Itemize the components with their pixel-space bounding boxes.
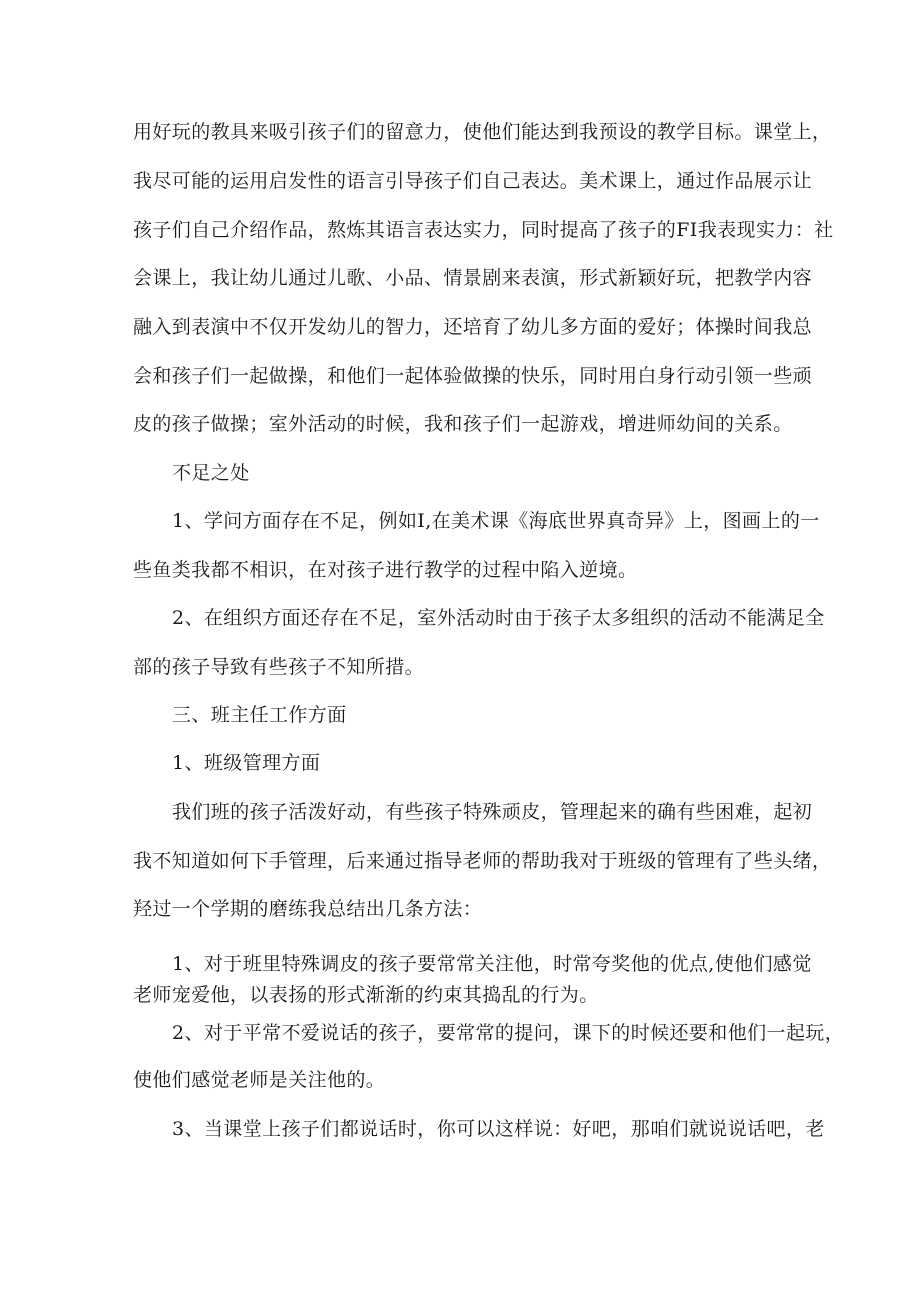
text-line-1: 用好玩的教具来吸引孩子们的留意力，使他们能达到我预设的教学目标。课堂上， — [133, 121, 832, 143]
text-line-10: 些鱼类我都不相识，在对孩子进行教学的过程中陷入逆境。 — [133, 559, 638, 581]
text-line-3: 孩子们自己介绍作品，熬炼其语言表达实力，同时提高了孩子的FI我表现实力：社 — [133, 219, 834, 241]
text-line-21: 使他们感觉老师是关注他的。 — [133, 1069, 386, 1091]
section-heading-shortcomings: 不足之处 — [172, 462, 250, 484]
section-heading-class-teacher: 三、班主任工作方面 — [172, 704, 347, 726]
text-line-16: 我不知道如何下手管理，后来通过指导老师的帮助我对于班级的管理有了些头绪， — [133, 850, 832, 872]
text-line-2: 我尽可能的运用启发性的语言引导孩子们自己表达。美术课上，通过作品展示让 — [133, 170, 813, 192]
text-line-15: 我们班的孩子活泼好动，有些孩子特殊顽皮，管理起来的确有些困难，起初 — [172, 801, 813, 823]
text-line-12: 部的孩子导致有些孩子不知所措。 — [133, 656, 425, 678]
text-line-5: 融入到表演中不仅开发幼儿的智力，还培育了幼儿多方面的爱好；体操时间我总 — [133, 316, 813, 338]
text-line-9: 1、学问方面存在不足，例如I,在美术课《海底世界真奇异》上，图画上的一 — [172, 510, 820, 532]
text-line-22: 3、当课堂上孩子们都说话时，你可以这样说：好吧，那咱们就说说话吧，老 — [172, 1118, 825, 1140]
text-line-7: 皮的孩子做操；室外活动的时候，我和孩子们一起游戏，增进师幼间的关系。 — [133, 413, 793, 435]
subsection-heading-class-management: 1、班级管理方面 — [172, 752, 321, 774]
text-line-18: 1、对于班里特殊调皮的孩子要常常关注他，时常夸奖他的优点,使他们感觉 — [172, 953, 812, 975]
text-line-20: 2、对于平常不爱说话的孩子，要常常的提问，课下的时候还要和他们一起玩， — [172, 1022, 845, 1044]
text-line-11: 2、在组织方面还存在不足，室外活动时由于孩子太多组织的活动不能满足全 — [172, 607, 825, 629]
text-line-19: 老师宠爱他，以表扬的形式渐渐的约束其捣乱的行为。 — [133, 984, 599, 1006]
text-line-4: 会课上，我让幼儿通过儿歌、小品、情景剧来表演，形式新颖好玩，把教学内容 — [133, 267, 813, 289]
text-line-17: 羟过一个学期的磨练我总结出几条方法： — [133, 898, 483, 920]
text-line-6: 会和孩子们一起做操，和他们一起体验做操的快乐，同时用白身行动引领一些顽 — [133, 365, 813, 387]
